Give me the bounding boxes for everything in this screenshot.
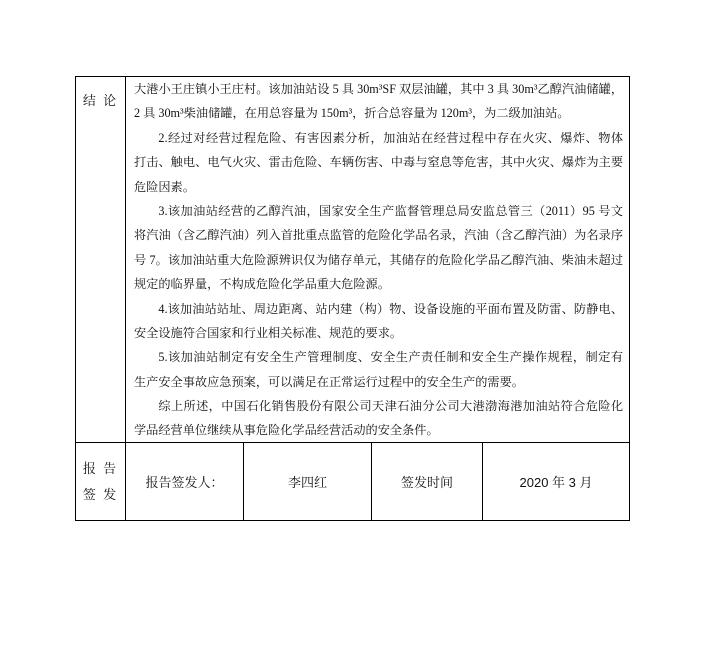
issuer-label: 报告签发人： <box>126 443 244 521</box>
conclusion-line: 安全设施符合国家和行业相关标准、规范的要求。 <box>134 325 403 340</box>
issue-date-label: 签发时间 <box>372 443 483 521</box>
signoff-label-line2: 签 发 <box>82 486 119 502</box>
conclusion-line: 2.经过对经营过程危险、有害因素分析，加油站在经营过程中存在火灾、爆炸、物体 <box>158 130 624 145</box>
issuer-name: 李四红 <box>244 443 372 521</box>
conclusion-text <box>126 77 629 442</box>
conclusion-row <box>76 77 630 443</box>
conclusion-line: 规定的临界量，不构成危险化学品重大危险源。 <box>134 277 390 292</box>
conclusion-line: 综上所述，中国石化销售股份有限公司天津石油分公司大港渤海港加油站符合危险化 <box>158 399 624 414</box>
signoff-row <box>76 443 630 521</box>
signoff-label-line1: 报 告 <box>82 460 119 476</box>
conclusion-line: 将汽油（含乙醇汽油）列入首批重点监管的危险化学品名录，汽油（含乙醇汽油）为名录序 <box>134 228 624 243</box>
conclusion-line: 危险因素。 <box>134 179 195 194</box>
report-table <box>75 76 630 521</box>
conclusion-line: 打击、触电、电气火灾、雷击危险、车辆伤害、中毒与窒息等危害，其中火灾、爆炸为主要 <box>134 155 624 170</box>
conclusion-line: 号 7。该加油站重大危险源辨识仅为储存单元，其储存的危险化学品乙醇汽油、柴油未超过 <box>134 252 624 267</box>
conclusion-label: 结 论 <box>82 93 119 108</box>
conclusion-line: 学品经营单位继续从事危险化学品经营活动的安全条件。 <box>134 423 439 438</box>
conclusion-label-cell <box>76 77 126 443</box>
conclusion-line: 2 具 30m³柴油储罐，在用总容量为 150m³，折合总容量为 120m³，为二级加油站。 <box>134 106 570 121</box>
signoff-label-cell <box>76 443 126 521</box>
conclusion-content-cell <box>126 77 630 443</box>
conclusion-line: 3.该加油站经营的乙醇汽油，国家安全生产监督管理总局安监总管三（2011）95 号文 <box>158 203 624 218</box>
conclusion-line: 生产安全事故应急预案，可以满足在正常运行过程中的安全生产的需要。 <box>134 374 524 389</box>
issue-date-value: 2020 年 3 月 <box>483 443 630 521</box>
conclusion-line: 大港小王庄镇小王庄村。该加油站设 5 具 30m³SF 双层油罐，其中 3 具 30m³乙醇汽油储罐， <box>134 82 624 96</box>
conclusion-line: 4.该加油站站址、周边距离、站内建（构）物、设备设施的平面布置及防雷、防静电、 <box>158 301 624 316</box>
conclusion-line: 5.该加油站制定有安全生产管理制度、安全生产责任制和安全生产操作规程，制定有 <box>158 350 624 365</box>
